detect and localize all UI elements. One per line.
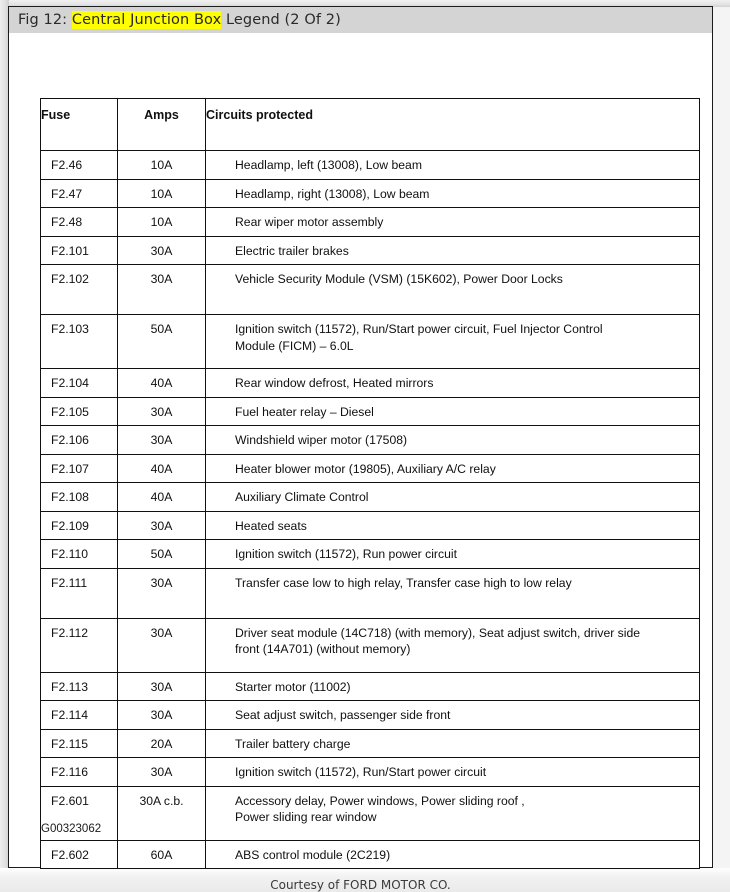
- table-row: [41, 568, 700, 618]
- cell-amps: 10A: [118, 151, 206, 180]
- table-row: [41, 426, 700, 455]
- circuits-line: Heated seats: [235, 518, 307, 533]
- figure-id-label: G00323062: [41, 823, 102, 835]
- circuits-line: Trailer battery charge: [235, 736, 351, 751]
- cell-circuits: [206, 208, 700, 237]
- fuse-legend-table: [40, 98, 700, 869]
- cell-amps: 10A: [118, 179, 206, 208]
- circuits-line: Headlamp, left (13008), Low beam: [235, 158, 422, 172]
- circuits-line: Heater blower motor (19805), Auxiliary A/C relay: [235, 461, 496, 476]
- cell-fuse: F2.102: [41, 265, 118, 315]
- caption-highlight: Central Junction Box: [71, 12, 222, 28]
- caption-suffix: Legend (2 Of 2): [221, 12, 341, 28]
- table-row: [41, 758, 700, 787]
- cell-circuits: [206, 568, 700, 618]
- cell-circuits: [206, 265, 700, 315]
- table-row: [41, 151, 700, 180]
- cell-fuse: F2.109: [41, 511, 118, 540]
- cell-amps: 30A: [118, 265, 206, 315]
- cell-fuse: F2.111: [41, 568, 118, 618]
- table-row: [41, 236, 700, 265]
- figure-caption-bar: [9, 7, 712, 33]
- cell-fuse: F2.113: [41, 672, 118, 701]
- cell-amps: 20A: [118, 729, 206, 758]
- cell-fuse: F2.114: [41, 701, 118, 730]
- cell-circuits: [206, 426, 700, 455]
- circuits-line: Ignition switch (11572), Run power circuit: [235, 547, 457, 561]
- cell-circuits: [206, 618, 700, 672]
- circuits-line: Power sliding rear window: [235, 810, 377, 824]
- cell-fuse: F2.104: [41, 369, 118, 398]
- cell-circuits: [206, 151, 700, 180]
- cell-circuits: [206, 786, 700, 840]
- circuits-line: Rear wiper motor assembly: [235, 215, 384, 229]
- table-row: [41, 369, 700, 398]
- table-header-row: [41, 99, 700, 151]
- cell-fuse: F2.107: [41, 454, 118, 483]
- circuits-line: Electric trailer brakes: [235, 243, 349, 258]
- cell-circuits: [206, 672, 700, 701]
- cell-amps: 30A: [118, 511, 206, 540]
- column-header-amps: Amps: [118, 99, 206, 151]
- caption-prefix: Fig 12:: [18, 12, 72, 28]
- column-header-circuits: Circuits protected: [206, 99, 700, 151]
- table-row: [41, 315, 700, 369]
- circuits-line: Driver seat module (14C718) (with memory), Seat adjust switch, driver side: [235, 625, 641, 640]
- table-row: [41, 265, 700, 315]
- cell-circuits: [206, 236, 700, 265]
- cell-amps: 30A: [118, 236, 206, 265]
- cell-fuse: F2.602: [41, 840, 118, 869]
- circuits-line: Headlamp, right (13008), Low beam: [235, 186, 430, 201]
- cell-circuits: [206, 369, 700, 398]
- cell-amps: 30A: [118, 397, 206, 426]
- circuits-line: Ignition switch (11572), Run/Start power circuit, Fuel Injector Control: [235, 322, 603, 336]
- circuits-line: Seat adjust switch, passenger side front: [235, 708, 451, 722]
- cell-fuse: F2.106: [41, 426, 118, 455]
- cell-amps: 30A: [118, 618, 206, 672]
- cell-amps: 30A: [118, 701, 206, 730]
- cell-circuits: [206, 315, 700, 369]
- document-body: [9, 33, 712, 892]
- cell-fuse: F2.110: [41, 540, 118, 569]
- circuits-line: Starter motor (11002): [235, 679, 351, 694]
- cell-amps: 40A: [118, 483, 206, 512]
- cell-amps: 30A: [118, 672, 206, 701]
- table-row: [41, 483, 700, 512]
- cell-fuse: F2.101: [41, 236, 118, 265]
- cell-circuits: [206, 397, 700, 426]
- circuits-line: Windshield wiper motor (17508): [235, 433, 408, 447]
- table-body: [41, 151, 700, 869]
- cell-amps: 40A: [118, 454, 206, 483]
- circuits-line: Vehicle Security Module (VSM) (15K602), Power Door Locks: [235, 272, 563, 286]
- table-row: [41, 397, 700, 426]
- circuits-line: Auxiliary Climate Control: [235, 490, 369, 504]
- circuits-line: Rear window defrost, Heated mirrors: [235, 376, 434, 390]
- courtesy-note: Courtesy of FORD MOTOR CO.: [270, 878, 451, 892]
- cell-circuits: [206, 179, 700, 208]
- cell-circuits: [206, 729, 700, 758]
- table-row: [41, 618, 700, 672]
- cell-amps: 30A: [118, 568, 206, 618]
- table-row: [41, 454, 700, 483]
- document-frame: [8, 6, 713, 892]
- cell-circuits: [206, 511, 700, 540]
- table-row: [41, 179, 700, 208]
- cell-fuse: F2.601: [41, 786, 118, 840]
- cell-fuse: F2.103: [41, 315, 118, 369]
- cell-amps: 50A: [118, 540, 206, 569]
- table-row: [41, 701, 700, 730]
- circuits-line: ABS control module (2C219): [235, 847, 391, 862]
- cell-amps: 10A: [118, 208, 206, 237]
- cell-circuits: [206, 483, 700, 512]
- cell-circuits: [206, 540, 700, 569]
- cell-amps: 30A c.b.: [118, 786, 206, 840]
- cell-circuits: [206, 701, 700, 730]
- cell-amps: 40A: [118, 369, 206, 398]
- cell-amps: 30A: [118, 426, 206, 455]
- circuits-line: Accessory delay, Power windows, Power sliding roof ,: [235, 793, 525, 808]
- cell-circuits: [206, 840, 700, 869]
- circuits-line: Module (FICM) – 6.0L: [235, 338, 354, 353]
- table-row: [41, 786, 700, 840]
- cell-fuse: F2.112: [41, 618, 118, 672]
- cell-fuse: F2.105: [41, 397, 118, 426]
- cell-fuse: F2.47: [41, 179, 118, 208]
- table-row: [41, 540, 700, 569]
- table-row: [41, 511, 700, 540]
- table-row: [41, 840, 700, 869]
- figure-caption: [18, 12, 341, 28]
- circuits-line: Fuel heater relay – Diesel: [235, 404, 374, 419]
- cell-fuse: F2.115: [41, 729, 118, 758]
- cell-fuse: F2.108: [41, 483, 118, 512]
- cell-amps: 60A: [118, 840, 206, 869]
- cell-amps: 30A: [118, 758, 206, 787]
- circuits-line: Transfer case low to high relay, Transfer case high to low relay: [235, 575, 572, 590]
- column-header-fuse: Fuse: [41, 99, 118, 151]
- table-row: [41, 208, 700, 237]
- cell-fuse: F2.48: [41, 208, 118, 237]
- cell-fuse: F2.116: [41, 758, 118, 787]
- table-row: [41, 672, 700, 701]
- cell-fuse: F2.46: [41, 151, 118, 180]
- cell-amps: 50A: [118, 315, 206, 369]
- circuits-line: front (14A701) (without memory): [235, 642, 411, 656]
- circuits-line: Ignition switch (11572), Run/Start power circuit: [235, 765, 487, 779]
- cell-circuits: [206, 454, 700, 483]
- table-row: [41, 729, 700, 758]
- cell-circuits: [206, 758, 700, 787]
